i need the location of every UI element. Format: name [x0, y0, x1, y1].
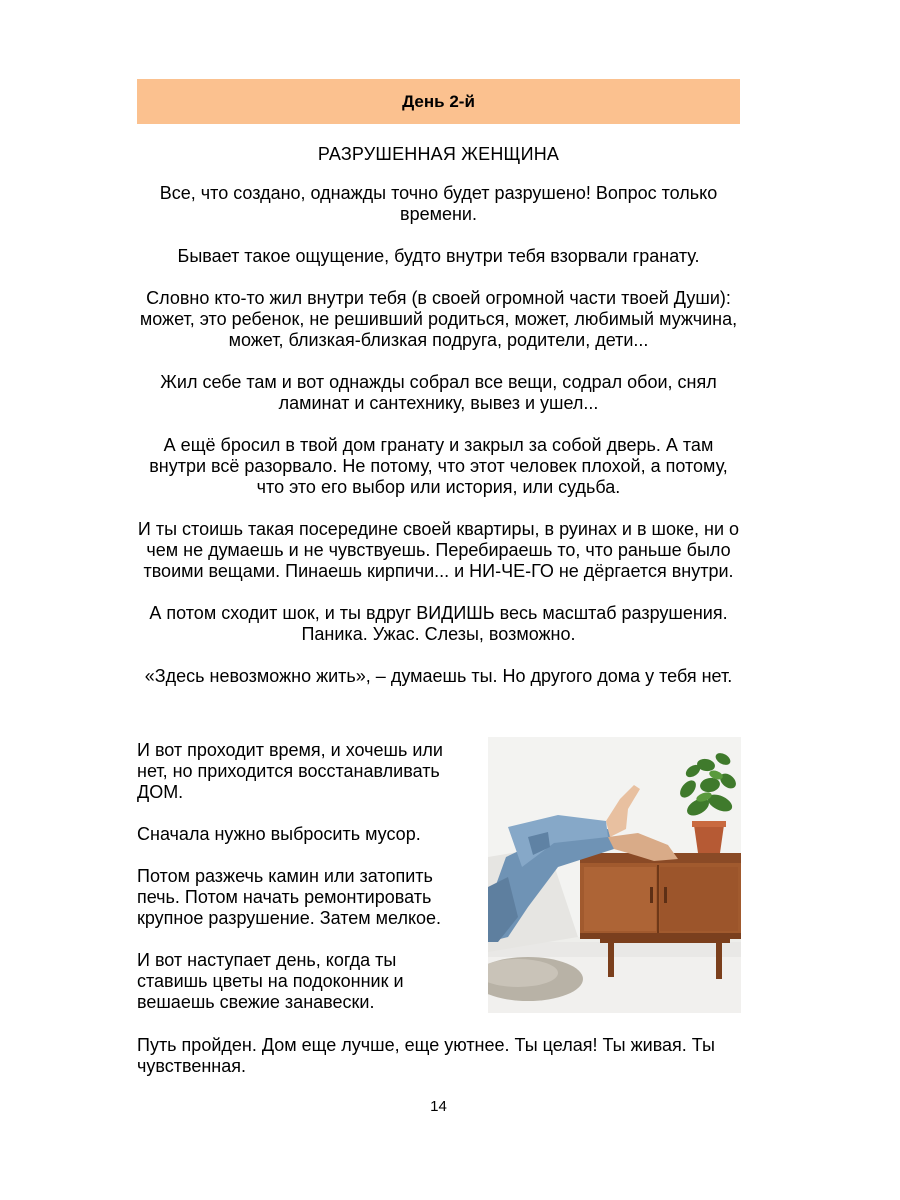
paragraph: Жил себе там и вот однажды собрал все вещи, содрал обои, снял ламинат и сантехнику, вывез и ушел...: [160, 372, 717, 413]
paragraph: Бывает такое ощущение, будто внутри тебя взорвали гранату.: [177, 246, 700, 266]
paragraph: Словно кто-то жил внутри тебя (в своей огромной части твоей Души): может, это ребенок, не решивший родиться, может, любимый мужчина, может, близкая-близкая подруга, родители, дети...: [139, 288, 738, 350]
day-banner: [137, 79, 740, 124]
paragraph: Все, что создано, однажды точно будет разрушено! Вопрос только времени.: [159, 183, 718, 224]
closing-text: [137, 1035, 747, 1077]
centered-text-block: [137, 183, 740, 708]
paragraph: И ты стоишь такая посередине своей квартиры, в руинах и в шоке, ни о чем не думаешь и не чувствуешь. Перебираешь то, что раньше было твоими вещами. Пинаешь кирпичи... и НИ-ЧЕ-ГО не дёргается внутри.: [137, 519, 740, 581]
chapter-title: РАЗРУШЕННАЯ ЖЕНЩИНА: [317, 144, 560, 164]
paragraph: Путь пройден. Дом еще лучше, еще уютнее. Ты целая! Ты живая. Ты чувственная.: [137, 1035, 715, 1076]
paragraph: А потом сходит шок, и ты вдруг ВИДИШЬ весь масштаб разрушения. Паника. Ужас. Слезы, возможно.: [149, 603, 728, 644]
paragraph: А ещё бросил в твой дом гранату и закрыл за собой дверь. А там внутри всё разорвало. Не потому, что этот человек плохой, а потому, что это его выбор или история, или судьба.: [149, 435, 728, 497]
paragraph: И вот проходит время, и хочешь или нет, но приходится восстанавливать ДОМ.: [137, 740, 443, 802]
paragraph: «Здесь невозможно жить», – думаешь ты. Но другого дома у тебя нет.: [144, 666, 733, 686]
day-label: День 2-й: [402, 91, 475, 111]
paragraph: Потом разжечь камин или затопить печь. Потом начать ремонтировать крупное разрушение. Затем мелкое.: [137, 866, 442, 928]
page-number: 14: [430, 1098, 447, 1115]
left-text-column: [137, 740, 467, 1034]
paragraph: Сначала нужно выбросить мусор.: [137, 824, 421, 844]
paragraph: И вот наступает день, когда ты ставишь цветы на подоконник и вешаешь свежие занавески.: [137, 950, 404, 1012]
illustration-photo: [488, 737, 741, 1013]
